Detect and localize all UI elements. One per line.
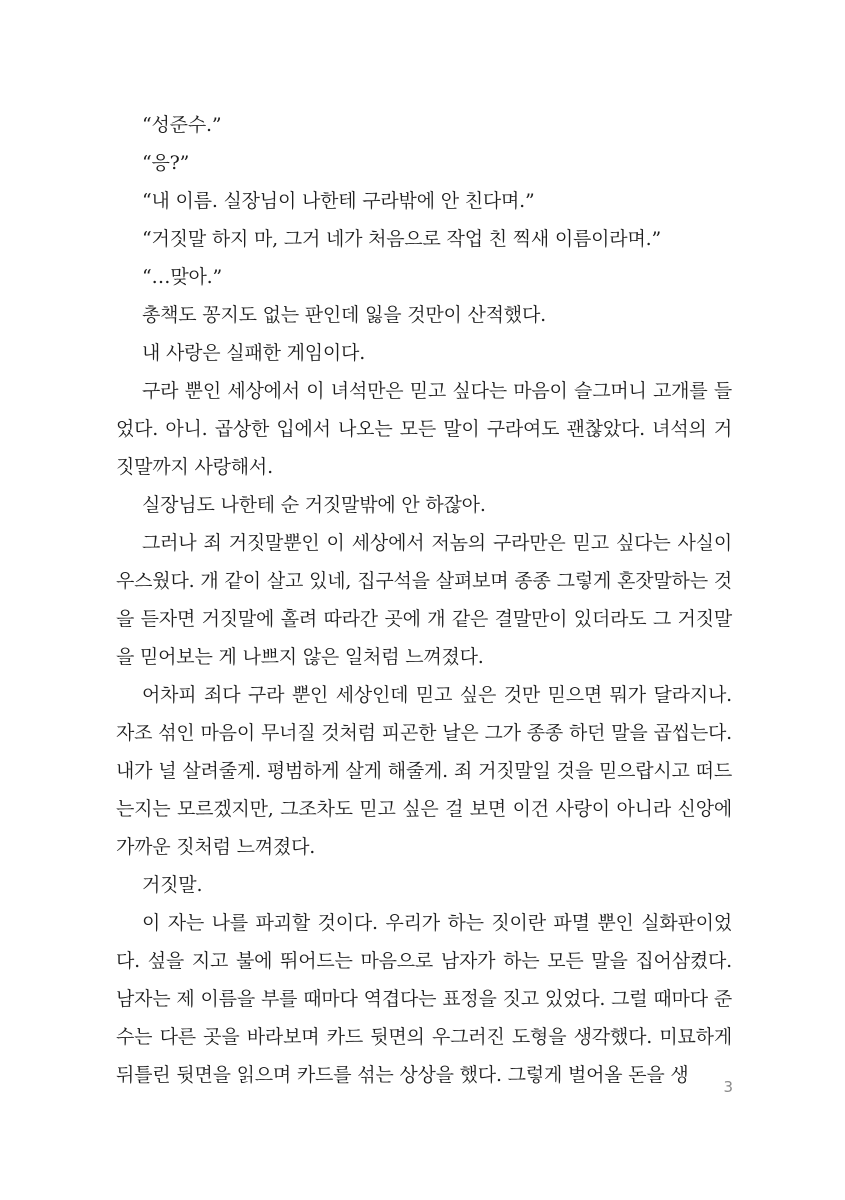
paragraph-13: 이 자는 나를 파괴할 것이다. 우리가 하는 짓이란 파멸 뿐인 실화판이었다. 섶을 지고 불에 뛰어드는 마음으로 남자가 하는 모든 말을 집어삼켰다. 남자는 제 이름을 부를 때마다 역겹다는 표정을 짓고 있었다. 그럴 때마다 준수는 다른 곳을 바라보며 카드 뒷면의 우그러진 도형을 생각했다. 미묘하게 뒤틀린 뒷면을 읽으며 카드를 섞는 상상을 했다. 그렇게 벌어올 돈을 생 [116, 912, 732, 1086]
paragraph-7: 내 사랑은 실패한 게임이다. [142, 342, 366, 364]
paragraph-2: “응?” [142, 152, 190, 174]
body-text [116, 106, 732, 1094]
paragraph-1: “성준수.” [142, 114, 222, 136]
page-number: 3 [723, 1078, 733, 1096]
paragraph-5: “…맞아.” [142, 266, 222, 288]
paragraph-8: 구라 뿐인 세상에서 이 녀석만은 믿고 싶다는 마음이 슬그머니 고개를 들었다. 아니. 곱상한 입에서 나오는 모든 말이 구라여도 괜찮았다. 녀석의 거짓말까지 사랑해서. [116, 380, 732, 478]
paragraph-3: “내 이름. 실장님이 나한테 구라밖에 안 친다며.” [142, 190, 535, 212]
paragraph-6: 총책도 꽁지도 없는 판인데 잃을 것만이 산적했다. [142, 304, 546, 326]
paragraph-9: 실장님도 나한테 순 거짓말밖에 안 하잖아. [142, 494, 486, 516]
paragraph-10: 그러나 죄 거짓말뿐인 이 세상에서 저놈의 구라만은 믿고 싶다는 사실이 우스웠다. 개 같이 살고 있네, 집구석을 살펴보며 종종 그렇게 혼잣말하는 것을 듣자면 거짓말에 홀려 따라간 곳에 개 같은 결말만이 있더라도 그 거짓말을 믿어보는 게 나쁘지 않은 일처럼 느껴졌다. [116, 532, 732, 668]
paragraph-11: 어차피 죄다 구라 뿐인 세상인데 믿고 싶은 것만 믿으면 뭐가 달라지나. 자조 섞인 마음이 무너질 것처럼 피곤한 날은 그가 종종 하던 말을 곱씹는다. 내가 널 살려줄게. 평범하게 살게 해줄게. 죄 거짓말일 것을 믿으랍시고 떠드는지는 모르겠지만, 그조차도 믿고 싶은 걸 보면 이건 사랑이 아니라 신앙에 가까운 짓처럼 느껴졌다. [116, 684, 732, 858]
paragraph-12: 거짓말. [142, 874, 203, 896]
paragraph-4: “거짓말 하지 마, 그거 네가 처음으로 작업 친 찍새 이름이라며.” [142, 228, 661, 250]
